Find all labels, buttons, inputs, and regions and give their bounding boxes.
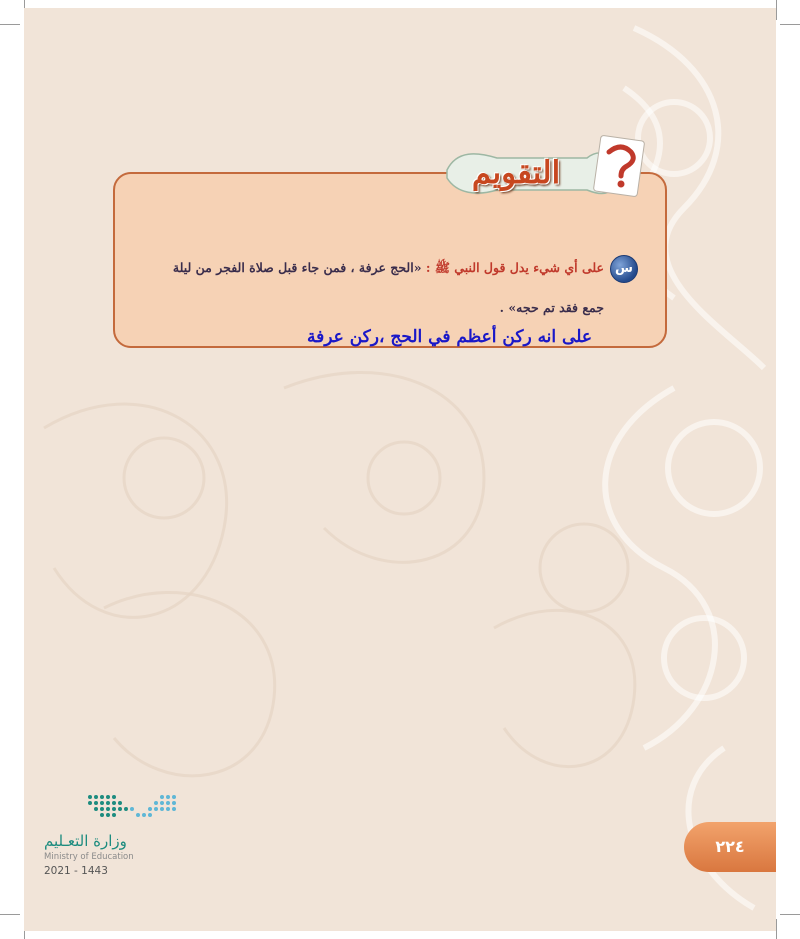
crop-mark xyxy=(780,914,800,915)
crop-mark xyxy=(776,919,777,939)
crop-mark xyxy=(0,914,20,915)
ministry-name-arabic: وزارة التعـليم xyxy=(44,832,127,850)
crop-mark xyxy=(780,24,800,25)
question-mark-icon xyxy=(593,135,644,197)
ministry-name-english: Ministry of Education xyxy=(44,852,134,862)
section-title: التقويم xyxy=(471,155,561,191)
page-number: ٢٢٤ xyxy=(715,837,745,856)
question-marker-icon: س xyxy=(610,255,638,283)
hadith-text-line-1: «الحج عرفة ، فمن جاء قبل صلاة الفجر من ليلة xyxy=(172,260,422,275)
academic-year: 2021 - 1443 xyxy=(44,865,108,877)
question-line-1 xyxy=(142,255,604,281)
hadith-text-line-2: جمع فقد تم حجه» . xyxy=(499,300,604,315)
handwritten-answer: على انه ركن أعظم في الحج ،ركن عرفة xyxy=(307,327,592,347)
ministry-logo-icon xyxy=(86,793,178,819)
question-intro: على أي شيء يدل قول النبي ﷺ : xyxy=(425,260,604,275)
crop-mark xyxy=(776,0,777,20)
crop-mark xyxy=(0,24,20,25)
